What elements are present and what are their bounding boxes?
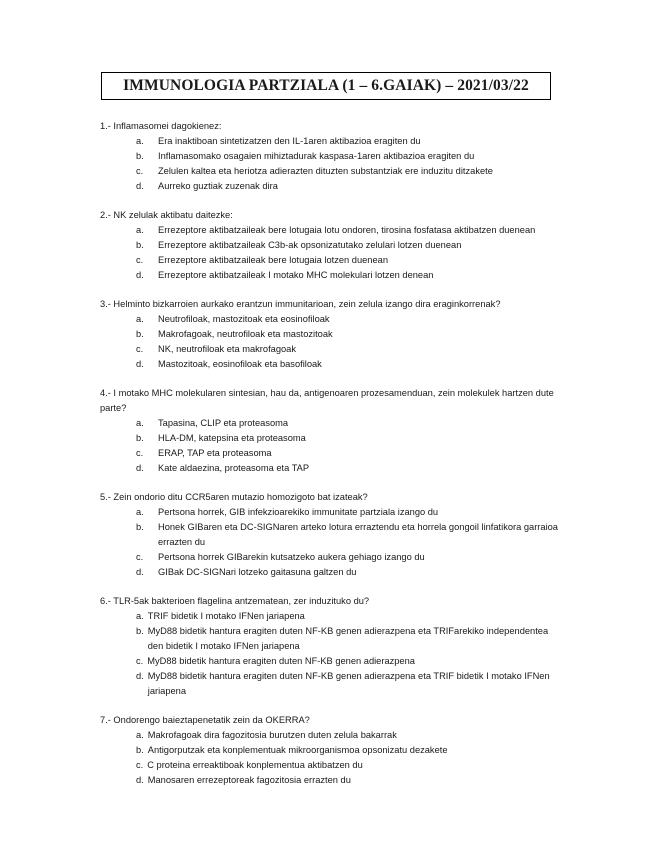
option-label: b. [136, 522, 144, 532]
answer-option [100, 550, 570, 565]
option-label: d. [136, 359, 144, 369]
option-text: Inflamasomako osagaien mihiztadurak kaspasa-1aren aktibazioa eragiten du [158, 151, 475, 161]
option-label: c. [136, 344, 144, 354]
option-text: Makrofagoak, neutrofiloak eta mastozitoak [158, 329, 333, 339]
option-text: GIBak DC-SIGNari lotzeko gaitasuna galtzen du [158, 567, 357, 577]
question-2 [100, 208, 570, 283]
question-text: 6.- TLR-5ak bakterioen flagelina antzematean, zer induzituko du? [100, 596, 370, 606]
answer-option [100, 773, 570, 788]
option-label: a. [136, 730, 144, 740]
option-label: c. [136, 552, 144, 562]
answer-options [100, 134, 570, 194]
option-label: a. [136, 314, 144, 324]
option-label: b. [136, 329, 144, 339]
option-text: Era inaktiboan sintetizatzen den IL-1aren aktibazioa eragiten du [158, 136, 421, 146]
option-text: MyD88 bidetik hantura eragiten duten NF-KB genen adierazpena [147, 656, 415, 666]
answer-option [100, 253, 570, 268]
option-label: d. [136, 181, 144, 191]
option-text: Pertsona horrek GIBarekin kutsatzeko aukera gehiago izango du [158, 552, 425, 562]
option-label: c. [136, 656, 144, 666]
answer-option [100, 416, 570, 431]
title-box [101, 72, 551, 100]
option-text: HLA-DM, katepsina eta proteasoma [158, 433, 306, 443]
option-text: Mastozitoak, eosinofiloak eta basofiloak [158, 359, 322, 369]
question-7 [100, 713, 570, 788]
option-label: b. [136, 626, 144, 636]
option-label: a. [136, 136, 144, 146]
answer-option [100, 342, 570, 357]
answer-option [100, 654, 570, 669]
option-label: a. [136, 418, 144, 428]
question-1 [100, 119, 570, 194]
option-text: ERAP, TAP eta proteasoma [158, 448, 272, 458]
answer-option [100, 505, 570, 520]
answer-option [100, 609, 570, 624]
answer-options [100, 223, 570, 283]
question-6 [100, 594, 570, 699]
option-text: C proteina erreaktiboak konplementua aktibatzen du [147, 760, 363, 770]
option-text: Errezeptore aktibatzaileak C3b-ak opsonizatutako zelulari lotzen duenean [158, 240, 462, 250]
page-title: IMMUNOLOGIA PARTZIALA (1 – 6.GAIAK) – 2021/03/22 [123, 77, 529, 94]
question-text: 5.- Zein ondorio ditu CCR5aren mutazio homozigoto bat izateak? [100, 492, 368, 502]
option-text: Honek GIBaren eta DC-SIGNaren arteko lotura erraztendu eta horrela gongoil linfatikora garraioa errazten du [158, 522, 558, 547]
option-label: d. [136, 270, 144, 280]
question-5 [100, 490, 570, 580]
answer-option [100, 520, 570, 550]
answer-options [100, 416, 570, 476]
answer-option [100, 179, 570, 194]
answer-option [100, 624, 570, 654]
option-text: Zelulen kaltea eta heriotza adierazten dituzten substantziak ere induzitu ditzakete [158, 166, 493, 176]
question-4 [100, 386, 570, 476]
option-text: Kate aldaezina, proteasoma eta TAP [158, 463, 310, 473]
answer-option [100, 312, 570, 327]
question-list [100, 119, 570, 802]
answer-option [100, 327, 570, 342]
option-label: d. [136, 567, 144, 577]
option-text: Makrofagoak dira fagozitosia burutzen duten zelula bakarrak [147, 730, 397, 740]
question-text: 3.- Helminto bizkarroien aurkako erantzun immunitarioan, zein zelula izango dira eraginkorrenak? [100, 299, 501, 309]
answer-option [100, 446, 570, 461]
answer-option [100, 743, 570, 758]
answer-option [100, 758, 570, 773]
question-3 [100, 297, 570, 372]
option-text: Errezeptore aktibatzaileak I motako MHC molekulari lotzen denean [158, 270, 434, 280]
option-text: Errezeptore aktibatzaileak bere lotugaia lotu ondoren, tirosina fosfatasa aktibatzen duenean [158, 225, 536, 235]
option-label: a. [136, 507, 144, 517]
option-label: c. [136, 255, 144, 265]
option-label: d. [136, 671, 144, 681]
option-text: Pertsona horrek, GIB infekzioarekiko immunitate partziala izango du [158, 507, 439, 517]
option-label: b. [136, 151, 144, 161]
answer-option [100, 164, 570, 179]
option-text: Aurreko guztiak zuzenak dira [158, 181, 278, 191]
answer-option [100, 431, 570, 446]
option-text: Antigorputzak eta konplementuak mikroorganismoa opsonizatu dezakete [147, 745, 448, 755]
answer-options [100, 312, 570, 372]
answer-option [100, 238, 570, 253]
option-label: a. [136, 611, 144, 621]
question-text: 4.- I motako MHC molekularen sintesian, hau da, antigenoaren prozesamenduan, zein molekulek hartzen dute parte? [100, 388, 554, 413]
answer-option [100, 669, 570, 699]
answer-option [100, 223, 570, 238]
question-text: 1.- Inflamasomei dagokienez: [100, 121, 222, 131]
option-label: c. [136, 760, 144, 770]
answer-option [100, 357, 570, 372]
option-text: NK, neutrofiloak eta makrofagoak [158, 344, 296, 354]
option-label: d. [136, 775, 144, 785]
option-label: c. [136, 448, 144, 458]
option-text: Manosaren errezeptoreak fagozitosia errazten du [147, 775, 351, 785]
question-text: 2.- NK zelulak aktibatu daitezke: [100, 210, 233, 220]
answer-option [100, 728, 570, 743]
answer-options [100, 609, 570, 699]
answer-options [100, 505, 570, 580]
answer-option [100, 134, 570, 149]
option-text: MyD88 bidetik hantura eragiten duten NF-KB genen adierazpena eta TRIFarekiko independentea den bidetik I motako IFNen jariapena [147, 626, 549, 651]
option-text: Errezeptore aktibatzaileak bere lotugaia lotzen duenean [158, 255, 388, 265]
answer-option [100, 565, 570, 580]
option-text: TRIF bidetik I motako IFNen jariapena [147, 611, 305, 621]
option-label: a. [136, 225, 144, 235]
option-label: c. [136, 166, 144, 176]
question-text: 7.- Ondorengo baieztapenetatik zein da OKERRA? [100, 715, 310, 725]
answer-option [100, 461, 570, 476]
option-text: Tapasina, CLIP eta proteasoma [158, 418, 289, 428]
answer-options [100, 728, 570, 788]
answer-option [100, 268, 570, 283]
option-text: Neutrofiloak, mastozitoak eta eosinofiloak [158, 314, 330, 324]
option-label: b. [136, 240, 144, 250]
option-label: b. [136, 433, 144, 443]
answer-option [100, 149, 570, 164]
option-text: MyD88 bidetik hantura eragiten duten NF-KB genen adierazpena eta TRIF bidetik I motako IFNen jariapena [147, 671, 550, 696]
option-label: d. [136, 463, 144, 473]
option-label: b. [136, 745, 144, 755]
